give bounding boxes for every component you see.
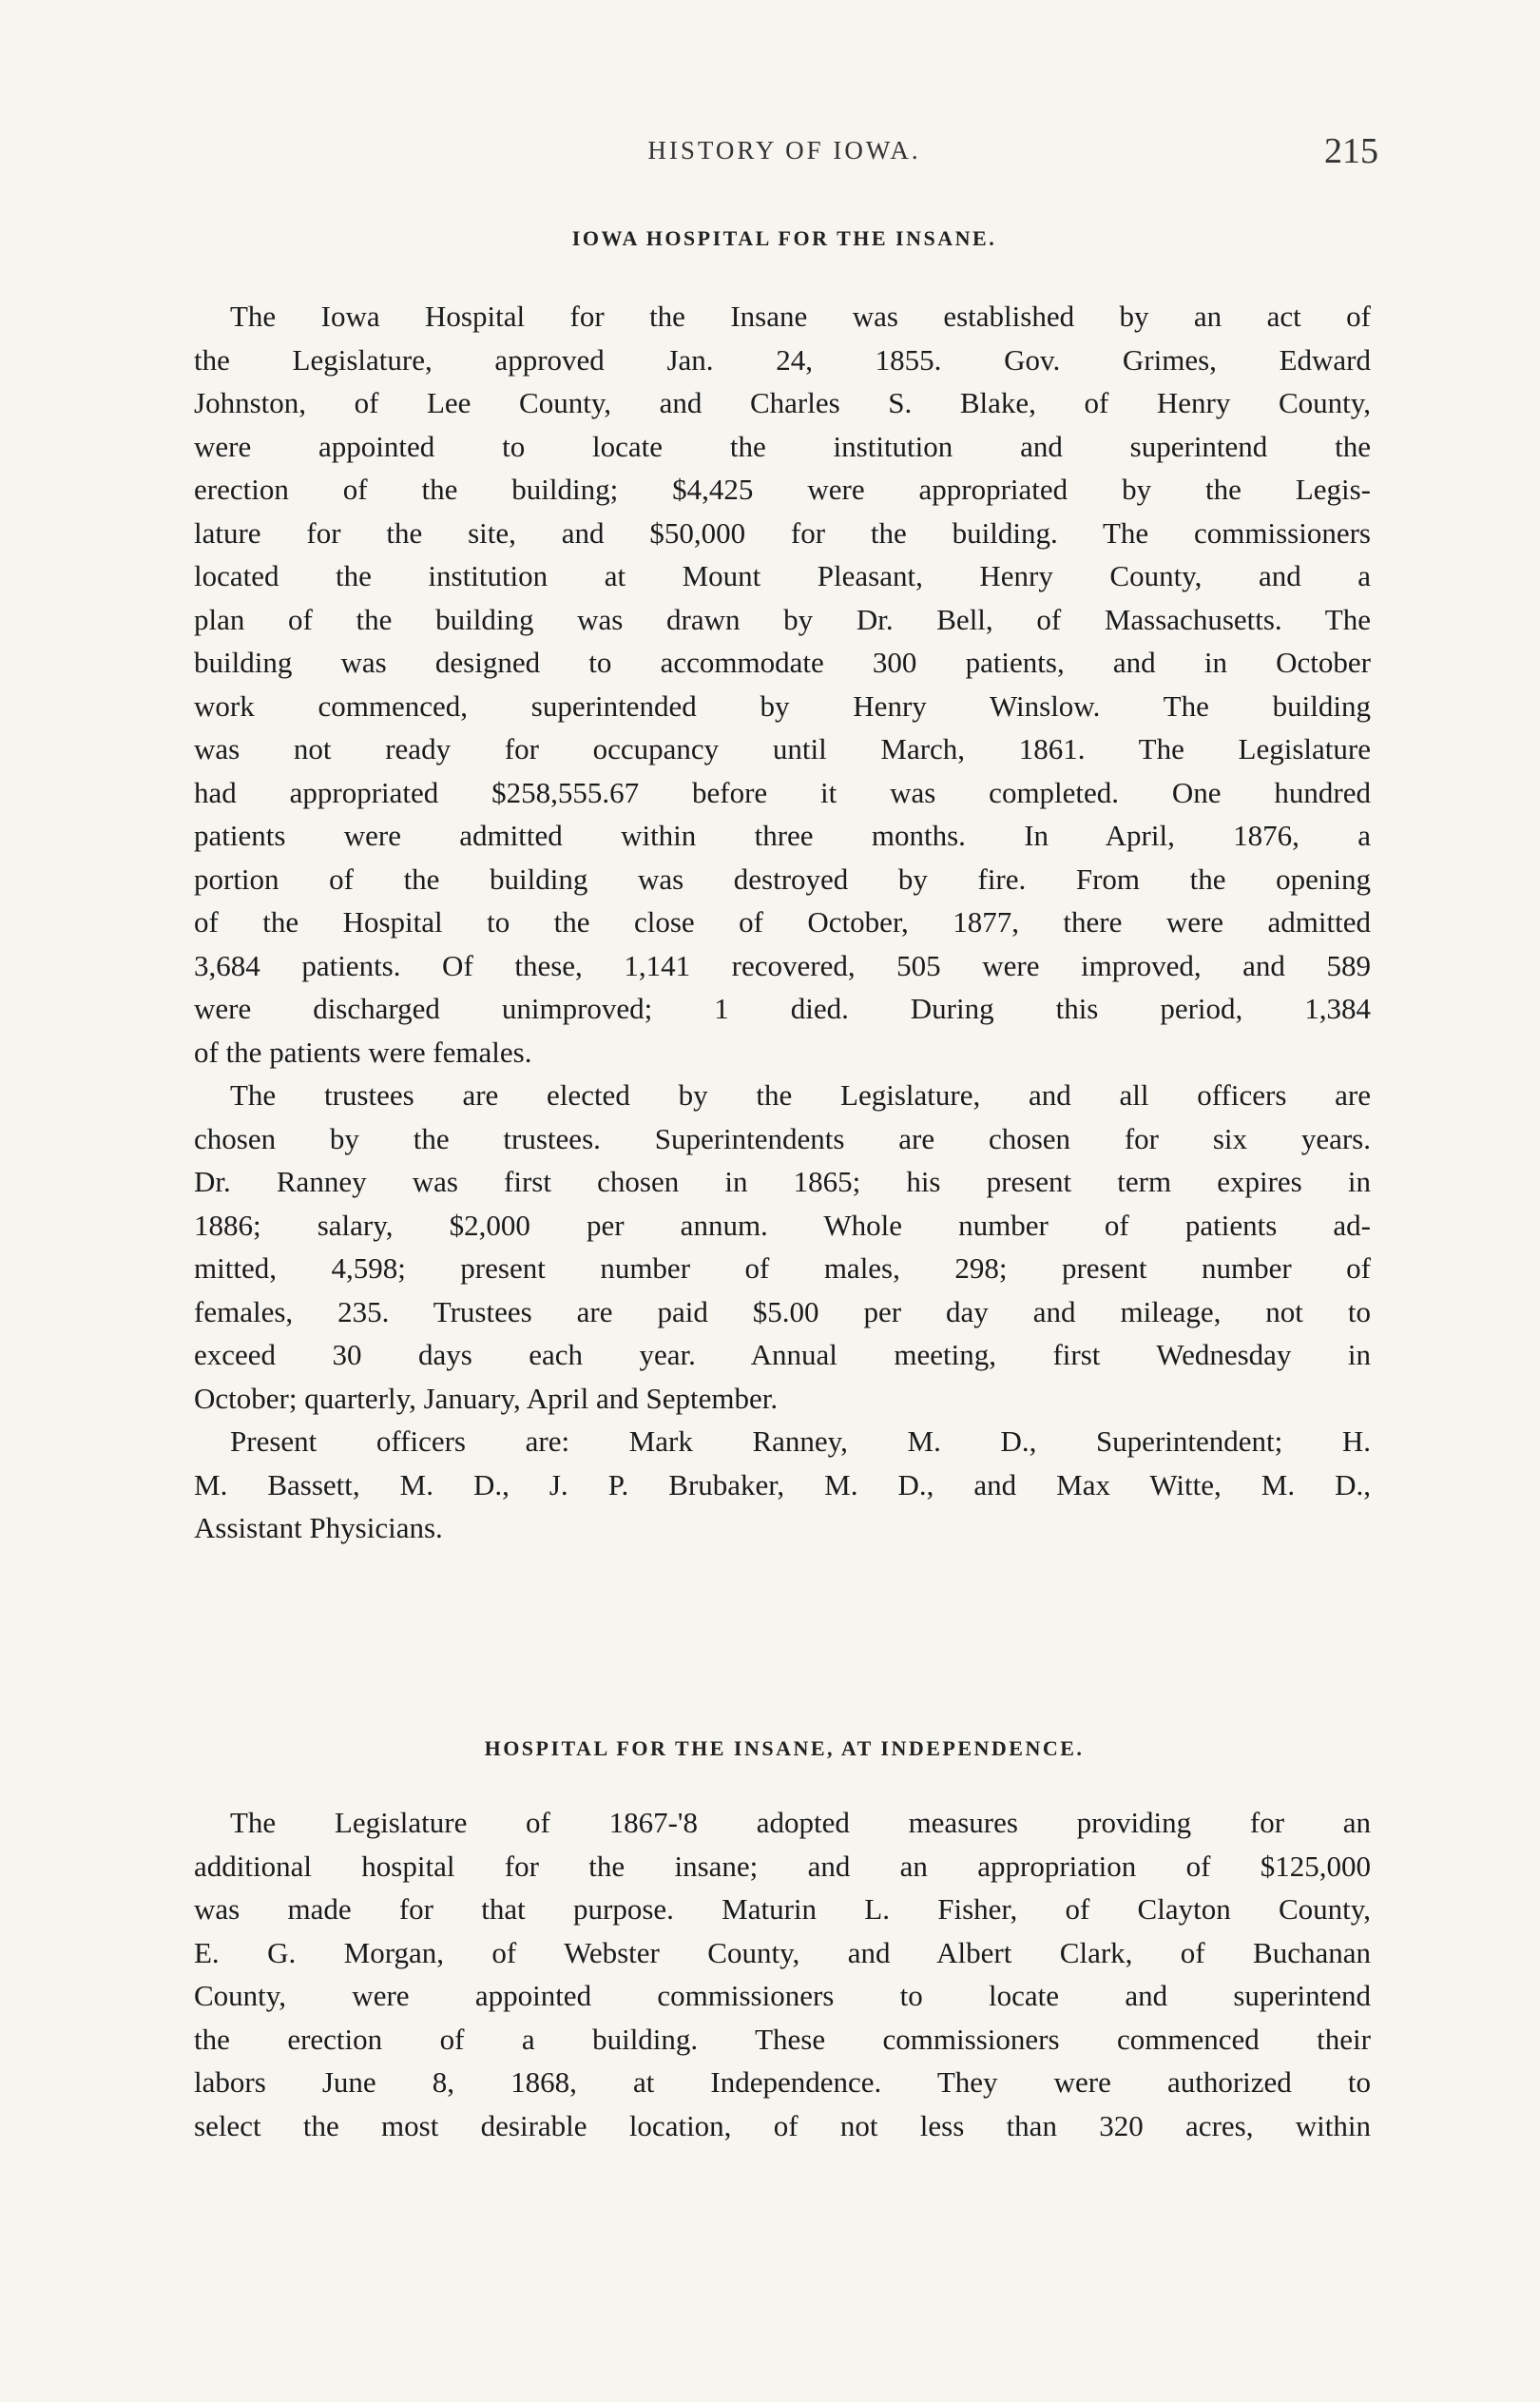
text-line: was not ready for occupancy until March, 1861. The Legislature <box>194 732 1371 765</box>
text-line: lature for the site, and $50,000 for the building. The commissioners <box>194 515 1371 550</box>
text-line: additional hospital for the insane; and an appropriation of $125,000 <box>194 1849 1371 1883</box>
text-line: portion of the building was destroyed by fire. From the opening <box>194 862 1371 896</box>
text-line: The Legislature of 1867-'8 adopted measures providing for an <box>230 1806 1371 1839</box>
text-line: plan of the building was drawn by Dr. Bell, of Massachusetts. The <box>194 602 1371 636</box>
text-line: patients were admitted within three months. In April, 1876, a <box>194 819 1371 852</box>
text-line: labors June 8, 1868, at Independence. They were authorized to <box>194 2065 1371 2099</box>
text-line: were discharged unimproved; 1 died. During this period, 1,384 <box>194 992 1371 1025</box>
text-line: The Iowa Hospital for the Insane was established by an act of <box>230 300 1371 333</box>
text-line: Present officers are: Mark Ranney, M. D., Superintendent; H. <box>230 1424 1371 1458</box>
text-line: 3,684 patients. Of these, 1,141 recovered, 505 were improved, and 589 <box>194 948 1371 982</box>
running-title: HISTORY OF IOWA. <box>647 136 921 165</box>
text-line: was made for that purpose. Maturin L. Fisher, of Clayton County, <box>194 1892 1371 1926</box>
text-line: mitted, 4,598; present number of males, 298; present number of <box>194 1251 1371 1285</box>
text-line: Johnston, of Lee County, and Charles S. Blake, of Henry County, <box>194 386 1371 419</box>
text-line: the Legislature, approved Jan. 24, 1855. Gov. Grimes, Edward <box>194 342 1371 377</box>
text-line: Dr. Ranney was first chosen in 1865; his present term expires in <box>194 1165 1371 1198</box>
text-line: 1886; salary, $2,000 per annum. Whole number of patients ad- <box>194 1208 1371 1242</box>
text-line: located the institution at Mount Pleasant, Henry County, and a <box>194 559 1371 592</box>
text-line: October; quarterly, January, April and September. <box>194 1381 779 1415</box>
text-line: building was designed to accommodate 300 patients, and in October <box>194 646 1371 679</box>
text-line: had appropriated $258,555.67 before it was completed. One hundred <box>194 775 1371 809</box>
section-body-iowa-hospital <box>194 295 1371 1550</box>
text-line: females, 235. Trustees are paid $5.00 per day and mileage, not to <box>194 1294 1371 1328</box>
text-line: M. Bassett, M. D., J. P. Brubaker, M. D., and Max Witte, M. D., <box>194 1467 1371 1501</box>
section-heading-iowa-hospital: IOWA HOSPITAL FOR THE INSANE. <box>571 226 997 250</box>
text-line: select the most desirable location, of not less than 320 acres, within <box>194 2108 1371 2142</box>
text-line: work commenced, superintended by Henry Winslow. The building <box>194 688 1371 723</box>
text-line: of the Hospital to the close of October, 1877, there were admitted <box>194 905 1371 939</box>
text-line: exceed 30 days each year. Annual meeting, first Wednesday in <box>194 1338 1371 1371</box>
text-line: The trustees are elected by the Legislature, and all officers are <box>230 1078 1371 1112</box>
text-line: County, were appointed commissioners to locate and superintend <box>194 1979 1371 2012</box>
section-heading-independence-hospital: HOSPITAL FOR THE INSANE, AT INDEPENDENCE. <box>484 1736 1085 1760</box>
text-line: chosen by the trustees. Superintendents are chosen for six years. <box>194 1121 1371 1155</box>
section-body-independence-hospital <box>194 1801 1371 2147</box>
text-line: were appointed to locate the institution and superintend the <box>194 429 1371 463</box>
text-line: erection of the building; $4,425 were appropriated by the Legis- <box>194 473 1371 506</box>
text-line: Assistant Physicians. <box>194 1511 443 1544</box>
running-head <box>190 131 1378 184</box>
text-line: of the patients were females. <box>194 1035 532 1069</box>
page-number: 215 <box>1324 131 1378 171</box>
text-line: E. G. Morgan, of Webster County, and Albert Clark, of Buchanan <box>194 1935 1371 1969</box>
text-line: the erection of a building. These commissioners commenced their <box>194 2022 1371 2056</box>
